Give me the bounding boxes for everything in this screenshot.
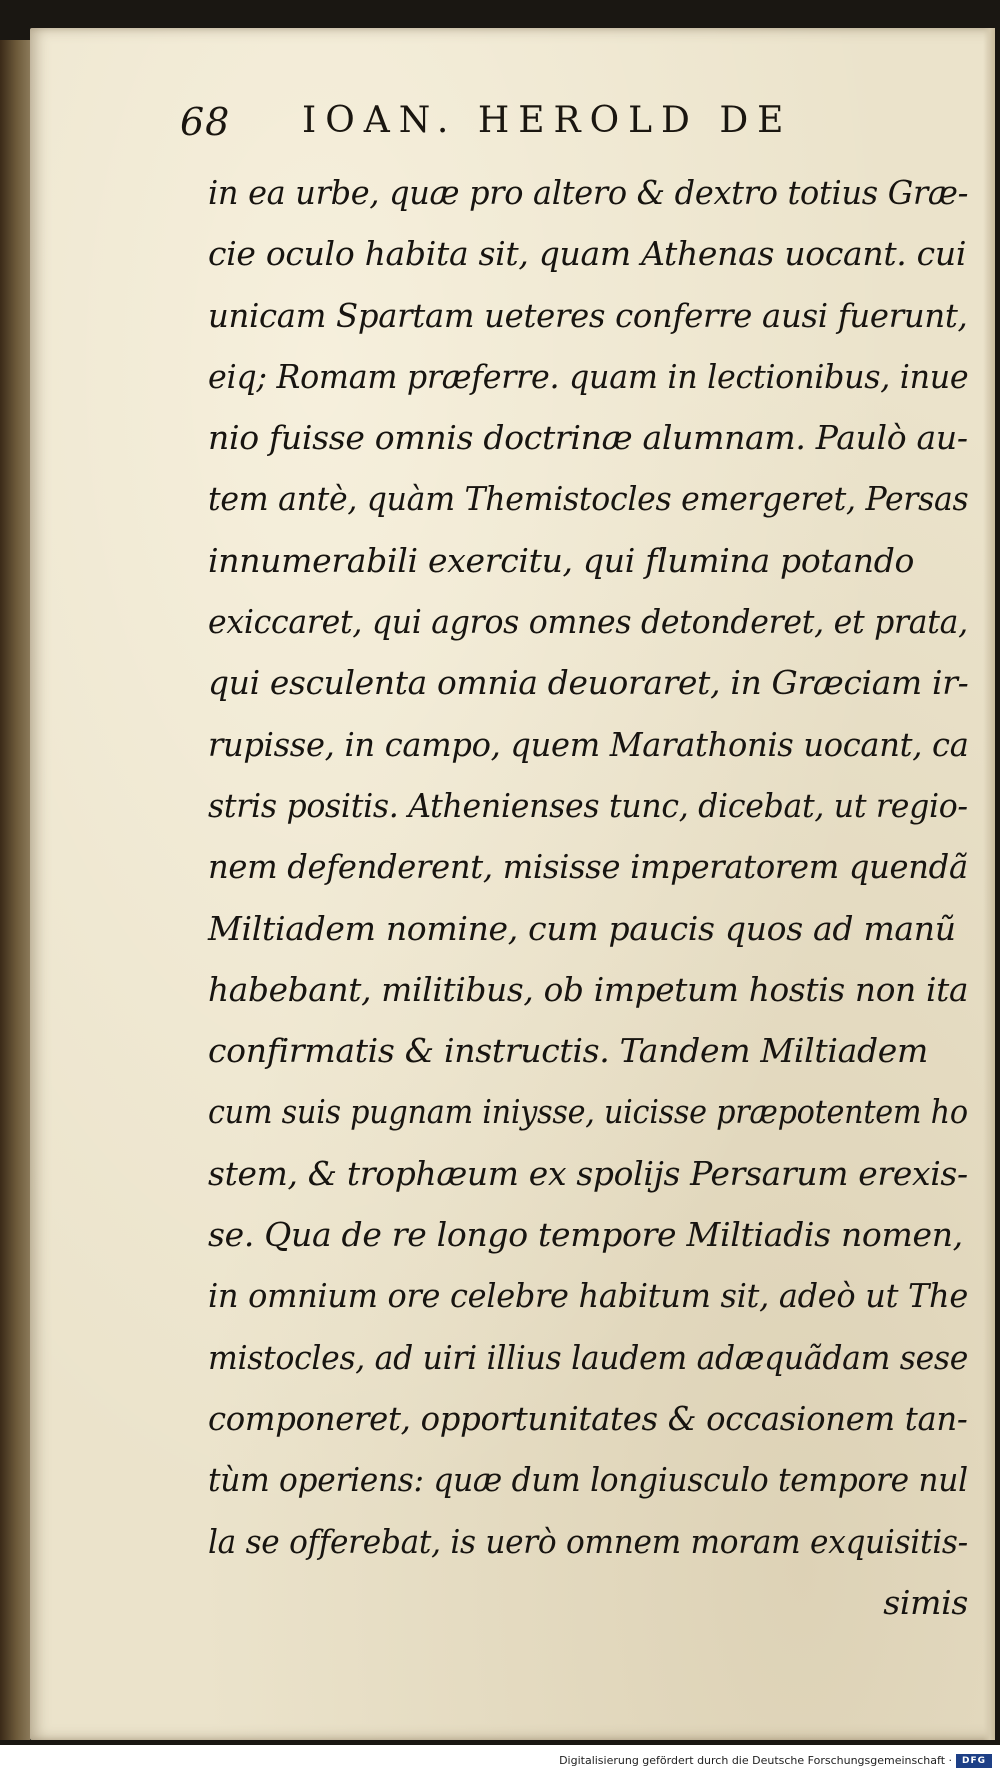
running-head: [180, 100, 860, 160]
text-line: tùm operiens: quæ dum longiusculo tempore nul: [208, 1460, 968, 1500]
digitization-footer: [0, 1745, 1000, 1775]
page-edge: [983, 28, 995, 1740]
funding-credit: Digitalisierung gefördert durch die Deutsche Forschungsgemeinschaft ·: [559, 1754, 952, 1767]
text-line: la se offerebat, is uerò omnem moram exquisitis-: [208, 1521, 968, 1561]
catchword: simis: [883, 1582, 968, 1622]
text-line: rupisse, in campo, quem Marathonis uocant, ca: [208, 724, 969, 764]
text-line: habebant, militibus, ob impetum hostis non ita: [208, 969, 969, 1009]
text-line: eiq; Romam præferre. quam in lectionibus, inue: [208, 356, 969, 396]
text-line: innumerabili exercitu, qui flumina potando: [208, 540, 915, 580]
page-number: 68: [180, 100, 231, 144]
text-line: stris positis. Athenienses tunc, dicebat, ut regio-: [208, 785, 968, 825]
running-title: IOAN. HEROLD DE: [302, 100, 793, 141]
text-line: exiccaret, qui agros omnes detonderet, et prata,: [208, 602, 968, 642]
text-line: nem defenderent, misisse imperatorem quendã: [208, 847, 968, 887]
text-line: qui esculenta omnia deuoraret, in Græciam ir-: [208, 663, 969, 703]
text-line: Miltiadem nomine, cum paucis quos ad manũ: [208, 908, 956, 948]
text-line: mistocles, ad uiri illius laudem adæquãdam sese: [208, 1337, 969, 1377]
body-text: [208, 162, 968, 1633]
text-line: tem antè, quàm Themistocles emergeret, Persas: [208, 479, 969, 519]
text-line: stem, & trophæum ex spolijs Persarum erexis-: [208, 1153, 968, 1193]
text-line: confirmatis & instructis. Tandem Miltiadem: [208, 1031, 929, 1071]
text-line: componeret, opportunitates & occasionem tan-: [208, 1398, 968, 1438]
text-line: in ea urbe, quæ pro altero & dextro totius Græ-: [208, 173, 969, 212]
book-binding: [0, 40, 30, 1740]
text-line: nio fuisse omnis doctrinæ alumnam. Paulò au-: [208, 418, 968, 458]
text-line: unicam Spartam ueteres conferre ausi fuerunt,: [208, 295, 968, 335]
text-line: cum suis pugnam iniysse, uicisse præpotentem ho: [208, 1092, 968, 1132]
text-line: se. Qua de re longo tempore Miltiadis nomen,: [208, 1215, 963, 1255]
dfg-logo: DFG: [956, 1754, 992, 1768]
text-line: cie oculo habita sit, quam Athenas uocant. cui: [208, 234, 967, 274]
text-line: in omnium ore celebre habitum sit, adeò ut The: [208, 1276, 968, 1316]
